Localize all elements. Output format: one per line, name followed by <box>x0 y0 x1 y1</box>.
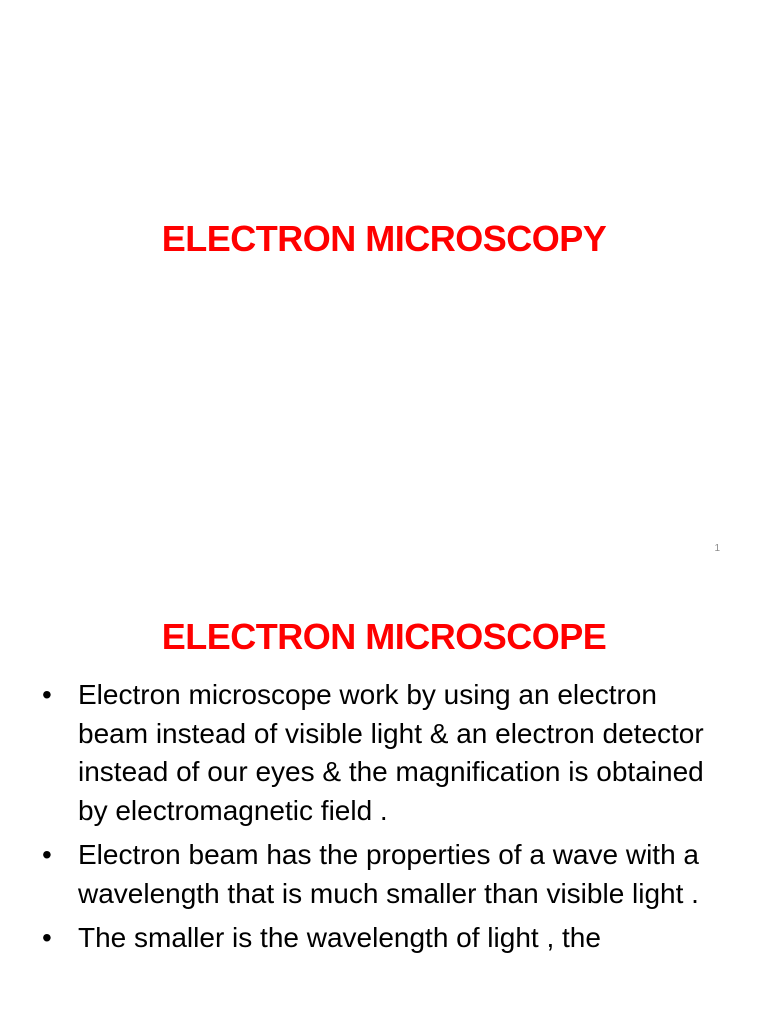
bullet-text: The smaller is the wavelength of light , the <box>78 922 601 953</box>
bullet-item <box>42 836 722 913</box>
bullet-list <box>42 676 722 964</box>
bullet-item <box>42 676 722 830</box>
slide-title: ELECTRON MICROSCOPY <box>161 218 607 259</box>
page-number: 1 <box>714 543 720 554</box>
bullet-icon: • <box>42 922 52 953</box>
content-slide <box>0 576 768 1024</box>
slide-title: ELECTRON MICROSCOPE <box>161 616 607 657</box>
bullet-item <box>42 919 722 958</box>
bullet-text: Electron microscope work by using an electron beam instead of visible light & an electron detector instead of our eyes & the magnification is obtained by electromagnetic field . <box>78 679 704 826</box>
bullet-text: Electron beam has the properties of a wave with a wavelength that is much smaller than visible light . <box>78 839 700 909</box>
bullet-icon: • <box>42 679 52 710</box>
bullet-icon: • <box>42 839 52 870</box>
